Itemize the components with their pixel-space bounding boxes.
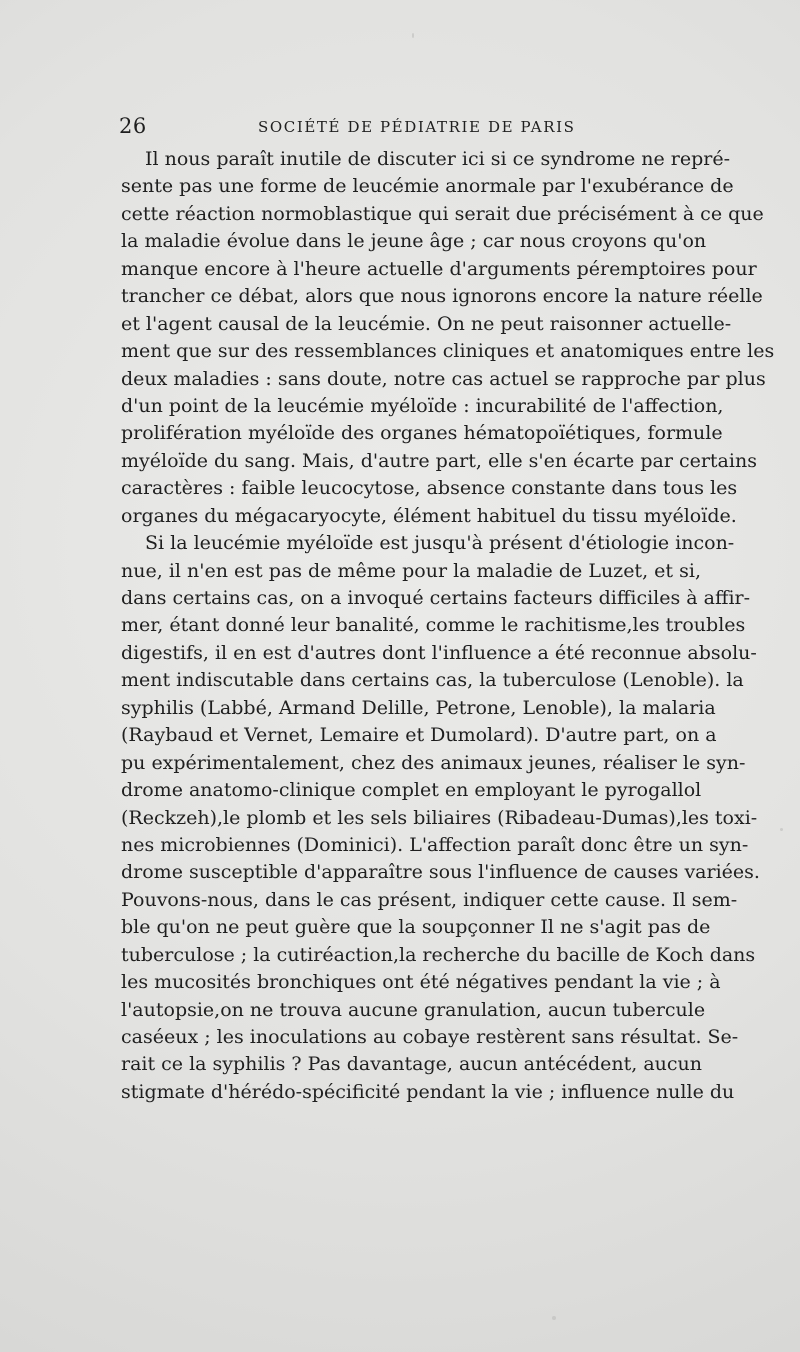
text-line: ment indiscutable dans certains cas, la tuberculose (Lenoble). la bbox=[121, 669, 744, 692]
scan-speck bbox=[552, 1316, 556, 1320]
text-line: l'autopsie,on ne trouva aucune granulation, aucun tubercule bbox=[121, 998, 706, 1021]
text-line: prolifération myéloïde des organes hématopoïétiques, formule bbox=[121, 422, 723, 445]
text-line: digestifs, il en est d'autres dont l'influence a été reconnue absolu- bbox=[121, 641, 757, 664]
text-line: ble qu'on ne peut guère que la soupçonner Il ne s'agit pas de bbox=[121, 916, 711, 939]
text-line: la maladie évolue dans le jeune âge ; car nous croyons qu'on bbox=[121, 230, 707, 253]
scan-speck bbox=[780, 828, 783, 831]
text-line: cette réaction normoblastique qui serait due précisément à ce que bbox=[121, 202, 764, 225]
text-line: nue, il n'en est pas de même pour la maladie de Luzet, et si, bbox=[121, 559, 701, 582]
scan-speck bbox=[412, 33, 414, 38]
page-number: 26 bbox=[119, 114, 147, 138]
text-line: les mucosités bronchiques ont été négatives pendant la vie ; à bbox=[121, 971, 721, 994]
text-line: drome susceptible d'apparaître sous l'influence de causes variées. bbox=[121, 861, 760, 884]
text-line: trancher ce débat, alors que nous ignorons encore la nature réelle bbox=[121, 285, 763, 308]
text-line: (Reckzeh),le plomb et les sels biliaires (Ribadeau-Dumas),les toxi- bbox=[121, 806, 758, 829]
text-line: Si la leucémie myéloïde est jusqu'à présent d'étiologie incon- bbox=[145, 532, 735, 555]
text-line: deux maladies : sans doute, notre cas actuel se rapproche par plus bbox=[121, 367, 766, 390]
text-line: syphilis (Labbé, Armand Delille, Petrone, Lenoble), la malaria bbox=[121, 696, 716, 719]
text-line: organes du mégacaryocyte, élément habituel du tissu myéloïde. bbox=[121, 504, 737, 527]
text-line: Il nous paraît inutile de discuter ici si ce syndrome ne repré- bbox=[145, 148, 731, 170]
text-line: drome anatomo-clinique complet en employant le pyrogallol bbox=[121, 779, 702, 802]
text-line: (Raybaud et Vernet, Lemaire et Dumolard). D'autre part, on a bbox=[121, 724, 717, 747]
text-line: rait ce la syphilis ? Pas davantage, aucun antécédent, aucun bbox=[121, 1053, 703, 1076]
running-header: SOCIÉTÉ DE PÉDIATRIE DE PARIS bbox=[258, 118, 576, 136]
text-line: manque encore à l'heure actuelle d'arguments péremptoires pour bbox=[121, 257, 757, 280]
text-line: tuberculose ; la cutiréaction,la recherche du bacille de Koch dans bbox=[121, 943, 756, 966]
text-line: mer, étant donné leur banalité, comme le rachitisme,les troubles bbox=[121, 614, 746, 637]
text-line: myéloïde du sang. Mais, d'autre part, elle s'en écarte par certains bbox=[121, 449, 757, 472]
text-line: dans certains cas, on a invoqué certains facteurs difficiles à affir- bbox=[121, 587, 751, 609]
text-line: nes microbiennes (Dominici). L'affection paraît donc être un syn- bbox=[121, 833, 749, 856]
text-line: stigmate d'hérédo-spécificité pendant la vie ; influence nulle du bbox=[121, 1080, 735, 1103]
text-line: Pouvons-nous, dans le cas présent, indiquer cette cause. Il sem- bbox=[121, 888, 738, 911]
text-line: caractères : faible leucocytose, absence constante dans tous les bbox=[121, 477, 738, 500]
text-line: ment que sur des ressemblances cliniques et anatomiques entre les bbox=[121, 340, 775, 363]
text-line: sente pas une forme de leucémie anormale par l'exubérance de bbox=[121, 175, 734, 198]
text-line: d'un point de la leucémie myéloïde : incurabilité de l'affection, bbox=[121, 394, 724, 417]
text-line: pu expérimentalement, chez des animaux jeunes, réaliser le syn- bbox=[121, 751, 746, 774]
body-text bbox=[121, 146, 775, 1106]
text-line: et l'agent causal de la leucémie. On ne peut raisonner actuelle- bbox=[121, 312, 732, 335]
text-line: caséeux ; les inoculations au cobaye restèrent sans résultat. Se- bbox=[121, 1026, 739, 1048]
